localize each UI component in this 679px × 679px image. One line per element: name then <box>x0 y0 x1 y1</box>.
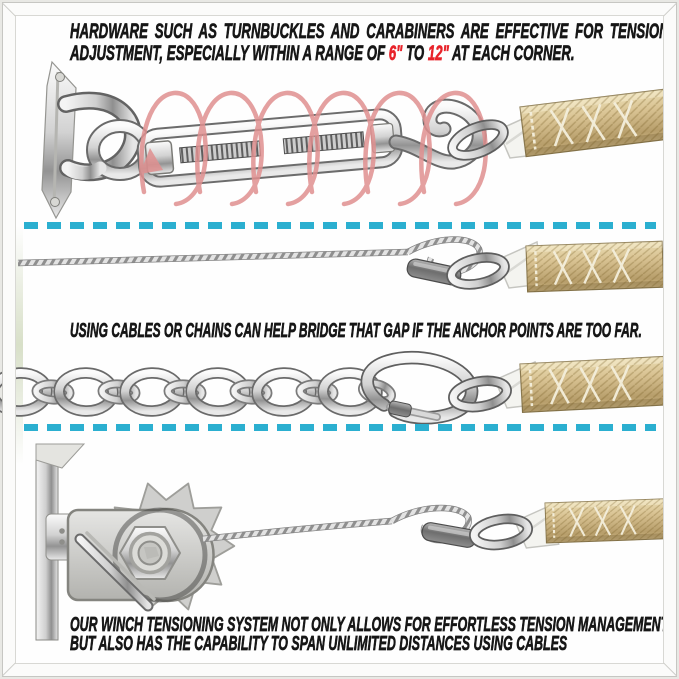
caption-text: TO <box>402 42 428 65</box>
caption-line <box>70 21 669 43</box>
chain-photo <box>0 372 394 413</box>
range-min-value: 6" <box>388 42 403 65</box>
winch-caption <box>70 616 679 653</box>
strap-row-3 <box>451 356 666 412</box>
bridge-caption <box>70 320 679 342</box>
caption-text: BUT ALSO HAS THE CAPABILITY TO SPAN UNLIMITED DISTANCES USING CABLES <box>70 632 568 655</box>
connector-ring <box>449 253 507 289</box>
caption-line <box>70 43 669 65</box>
caption-text: ADJUSTMENT, ESPECIALLY WITHIN A RANGE OF <box>70 42 389 65</box>
winch-cable-photo <box>203 499 665 549</box>
dashed-divider-bottom <box>24 424 656 431</box>
caption-text: USING CABLES OR CHAINS CAN HELP BRIDGE THAT GAP IF THE ANCHOR POINTS ARE TOO FAR. <box>70 320 642 342</box>
steel-cable-photo <box>18 240 664 292</box>
caption-line <box>70 320 642 342</box>
caption-text: OUR WINCH TENSIONING SYSTEM NOT ONLY ALLOWS FOR EFFORTLESS TENSION MANAGEMENT <box>70 614 669 636</box>
connector-ring <box>472 515 529 548</box>
range-max-value: 12" <box>427 42 449 65</box>
connector-ring <box>451 377 509 411</box>
turnbuckle-caption <box>70 21 679 65</box>
pad-eye-mount-photo <box>42 62 133 218</box>
caption-text: HARDWARE SUCH AS TURNBUCKLES AND CARABINERS ARE EFFECTIVE FOR TENSION <box>70 20 669 43</box>
strap-row-1 <box>448 89 673 162</box>
dashed-divider-top <box>24 222 656 229</box>
caption-line <box>70 632 668 655</box>
caption-text: AT EACH CORNER. <box>448 42 575 65</box>
